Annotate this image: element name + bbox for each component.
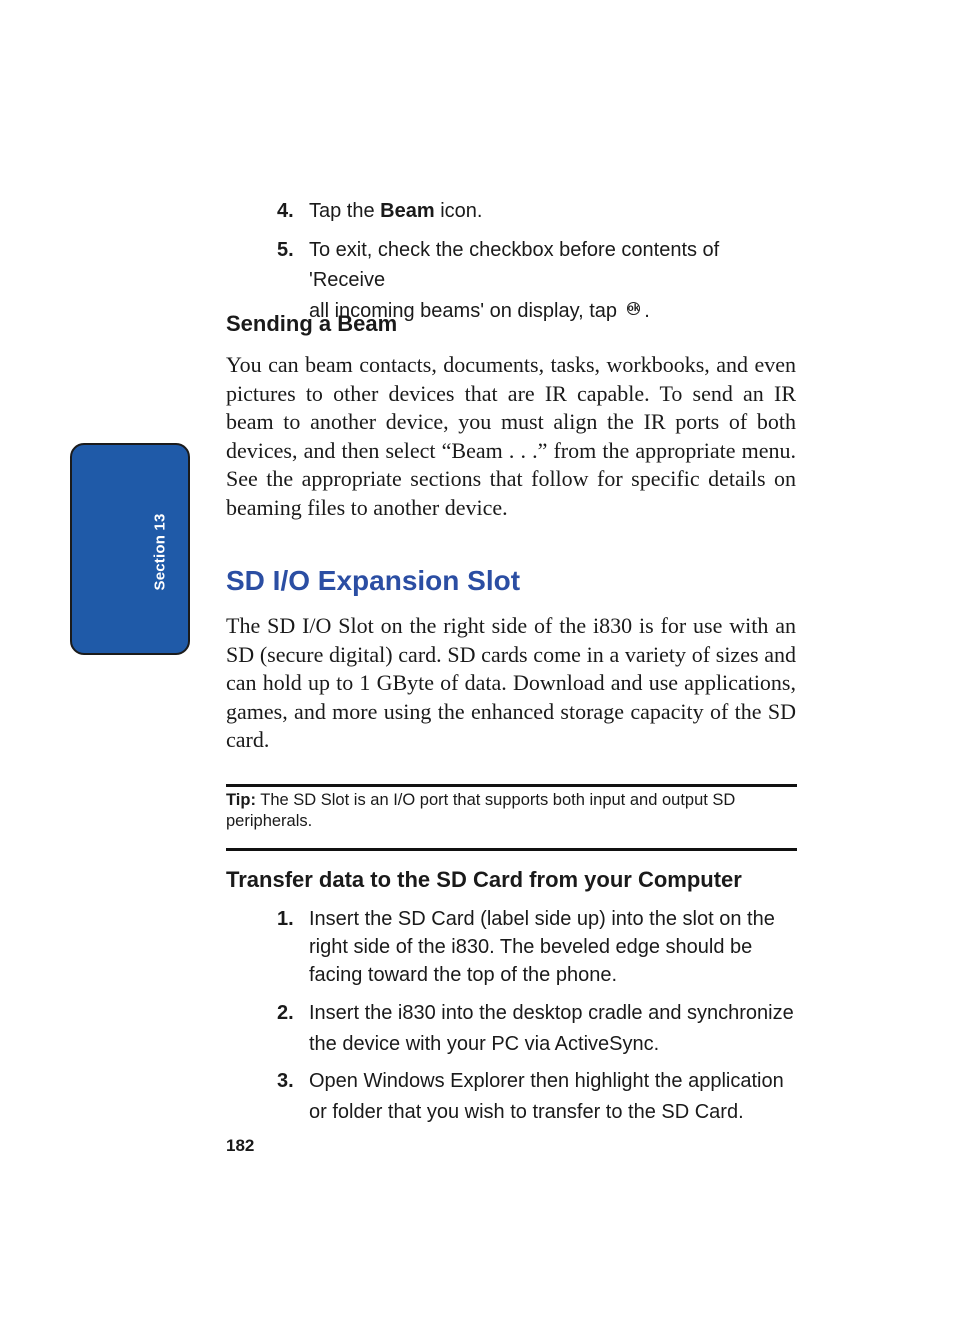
step-text: Insert the i830 into the desktop cradle and synchronize the device with your PC via ActiveSync. (309, 1002, 794, 1055)
tip-text: The SD Slot is an I/O port that supports both input and output SD peripherals. (226, 791, 736, 830)
step-number: 1. (277, 908, 294, 930)
section-tab-label: Section 13 (151, 513, 169, 591)
step-number: 5. (277, 239, 294, 261)
step-text: Insert the SD Card (label side up) into the slot on the right side of the i830. The beveled edge should be facing toward the top of the phone. (309, 908, 775, 986)
sd-slot-body: The SD I/O Slot on the right side of the i830 is for use with an SD (secure digital) card. SD cards come in a variety of sizes and can hold up to 1 GByte of data. Download and use applications, games, and more using the enhanced storage capacity of the SD card. (226, 613, 796, 753)
transfer-heading: Transfer data to the SD Card from your Computer (226, 867, 742, 892)
step-number: 3. (277, 1070, 294, 1092)
step-number: 2. (277, 1002, 294, 1024)
tip-top-rule (226, 784, 797, 787)
step-text: Tap the Beam icon. (309, 200, 483, 222)
ok-icon: ok (627, 302, 640, 314)
sending-beam-body: You can beam contacts, documents, tasks, workbooks, and even pictures to other devices that are IR capable. To send an IR beam to another device, you must align the IR ports of both devices, and then select “Beam . . .” from the appropriate menu. See the appropriate sections that follow for specific details on beaming files to another device. (226, 352, 796, 520)
step-number: 4. (277, 200, 294, 222)
step-text: To exit, check the checkbox before contents of 'Receive all incoming beams' on display, tap ok . (309, 239, 720, 322)
sd-slot-heading: SD I/O Expansion Slot (226, 565, 521, 596)
step-text: Open Windows Explorer then highlight the application or folder that you wish to transfer to the SD Card. (309, 1070, 784, 1123)
page-number: 182 (226, 1136, 255, 1155)
tip-note (226, 790, 794, 832)
sending-beam-heading: Sending a Beam (226, 311, 398, 336)
section-tab (70, 443, 190, 655)
beam-term: Beam (380, 200, 435, 222)
tip-label: Tip: (226, 791, 256, 809)
tip-bottom-rule (226, 848, 797, 851)
